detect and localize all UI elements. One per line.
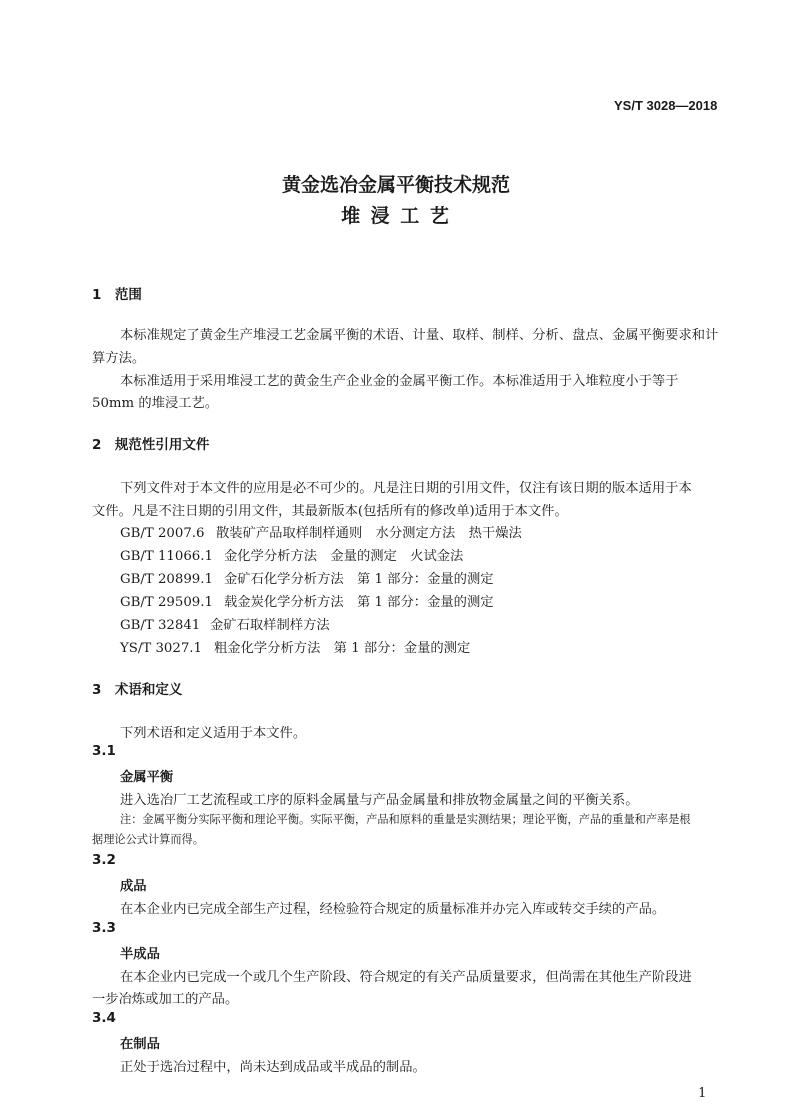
reference-code: YS/T 3027.1: [120, 641, 202, 656]
reference-code: GB/T 29509.1: [120, 595, 213, 610]
term-number: 3.1: [92, 743, 116, 759]
reference-item: [120, 545, 463, 564]
term-name: 金属平衡: [120, 770, 174, 785]
reference-item: [120, 614, 330, 633]
paragraph-line: 50mm 的堆浸工艺。: [92, 396, 219, 411]
term-note: 据理论公式计算而得。: [92, 833, 204, 846]
reference-item: [120, 637, 470, 656]
paragraph-line: 算方法。: [92, 351, 146, 366]
reference-title: 金化学分析方法 金量的测定 火试金法: [224, 549, 464, 564]
term-name: 成品: [120, 879, 147, 894]
term-number: 3.2: [92, 852, 116, 868]
page-number: 1: [698, 1086, 707, 1101]
reference-code: GB/T 2007.6: [120, 526, 205, 541]
reference-item: [120, 568, 494, 587]
term-definition: 一步冶炼或加工的产品。: [92, 992, 239, 1007]
paragraph-line: 本标准适用于采用堆浸工艺的黄金生产企业金的金属平衡工作。本标准适用于入堆粒度小于等于: [120, 374, 679, 389]
term-note: 注：金属平衡分实际平衡和理论平衡。实际平衡，产品和原料的重量是实测结果；理论平衡，产品的重量和产率是根: [120, 813, 691, 826]
document-code: YS/T 3028—2018: [614, 98, 718, 113]
term-definition: 在本企业内已完成全部生产过程，经检验符合规定的质量标准并办完入库或转交手续的产品。: [120, 902, 666, 917]
page-subtitle: 堆 浸 工 艺: [341, 205, 451, 227]
reference-code: GB/T 32841: [120, 618, 201, 633]
term-number: 3.4: [92, 1010, 116, 1026]
reference-code: GB/T 20899.1: [120, 572, 213, 587]
reference-title: 散装矿产品取样制样通则 水分测定方法 热干燥法: [216, 526, 522, 541]
reference-title: 载金炭化学分析方法 第 1 部分：金量的测定: [224, 595, 494, 610]
reference-item: [120, 591, 494, 610]
reference-title: 金矿石化学分析方法 第 1 部分：金量的测定: [224, 572, 494, 587]
paragraph-line: 本标准规定了黄金生产堆浸工艺金属平衡的术语、计量、取样、制样、分析、盘点、金属平衡要求和计: [120, 328, 719, 343]
reference-title: 金矿石取样制样方法: [210, 618, 330, 633]
reference-title: 粗金化学分析方法 第 1 部分：金量的测定: [214, 641, 471, 656]
term-name: 在制品: [120, 1037, 160, 1052]
reference-item: [120, 522, 522, 541]
term-name: 半成品: [120, 947, 160, 962]
section-heading-scope: 1 范围: [92, 287, 142, 303]
page-title: 黄金选冶金属平衡技术规范: [281, 174, 510, 196]
paragraph-line: 下列术语和定义适用于本文件。: [120, 726, 307, 741]
reference-code: GB/T 11066.1: [120, 549, 213, 564]
term-definition: 在本企业内已完成一个或几个生产阶段、符合规定的有关产品质量要求，但尚需在其他生产阶段进: [120, 970, 692, 985]
section-heading-normative-references: 2 规范性引用文件: [92, 437, 210, 453]
term-number: 3.3: [92, 920, 116, 936]
paragraph-line: 下列文件对于本文件的应用是必不可少的。凡是注日期的引用文件，仅注有该日期的版本适用于本: [120, 481, 692, 496]
paragraph-line: 文件。凡是不注日期的引用文件，其最新版本(包括所有的修改单)适用于本文件。: [92, 504, 568, 519]
section-heading-terms-definitions: 3 术语和定义: [92, 682, 183, 698]
term-definition: 进入选冶厂工艺流程或工序的原料金属量与产品金属量和排放物金属量之间的平衡关系。: [120, 793, 639, 808]
term-definition: 正处于选冶过程中，尚未达到成品或半成品的制品。: [120, 1060, 426, 1075]
